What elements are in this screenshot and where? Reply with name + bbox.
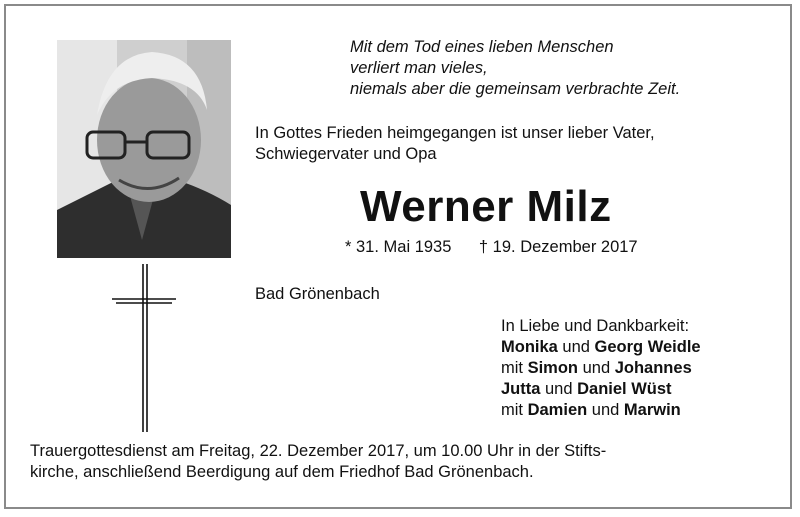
- portrait-photo: [57, 40, 231, 258]
- mourners-heading: In Liebe und Dankbarkeit:: [501, 317, 690, 335]
- death-date: † 19. Dezember 2017: [478, 238, 638, 256]
- intro-line: Schwiegervater und Opa: [255, 145, 437, 163]
- quote-line: verliert man vieles,: [350, 59, 488, 77]
- memorial-quote: [350, 37, 680, 100]
- quote-line: Mit dem Tod eines lieben Menschen: [350, 38, 614, 56]
- service-line: Trauergottesdienst am Freitag, 22. Dezember 2017, um 10.00 Uhr in der Stifts-: [30, 442, 607, 460]
- birth-date: * 31. Mai 1935: [345, 238, 452, 256]
- mourner-line: mit Damien und Marwin: [501, 401, 681, 419]
- service-line: kirche, anschließend Beerdigung auf dem Friedhof Bad Grönenbach.: [30, 463, 534, 481]
- cross-icon: [110, 262, 180, 437]
- life-dates: [345, 237, 638, 258]
- mourners-list: [501, 316, 701, 421]
- mourner-line: Monika und Georg Weidle: [501, 338, 701, 356]
- intro-line: In Gottes Frieden heimgegangen ist unser lieber Vater,: [255, 124, 655, 142]
- funeral-service-info: [30, 441, 770, 483]
- place-of-residence: Bad Grönenbach: [255, 285, 380, 303]
- deceased-name: Werner Milz: [360, 182, 612, 231]
- quote-line: niemals aber die gemeinsam verbrachte Zeit.: [350, 80, 681, 98]
- mourner-line: Jutta und Daniel Wüst: [501, 380, 672, 398]
- announcement-intro: [255, 123, 755, 165]
- mourner-line: mit Simon und Johannes: [501, 359, 692, 377]
